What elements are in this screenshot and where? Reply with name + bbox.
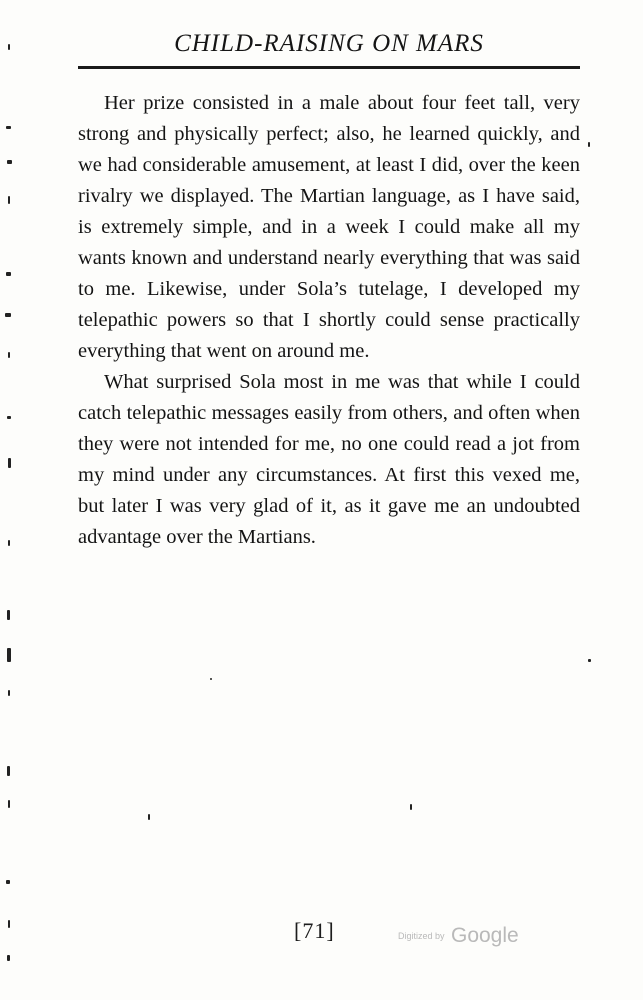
scan-speck	[8, 352, 10, 358]
scan-speck	[8, 690, 10, 696]
scan-speck	[7, 648, 11, 662]
scan-speck	[6, 272, 11, 276]
scan-speck	[148, 814, 150, 820]
scan-speck	[7, 766, 10, 776]
scan-speck	[6, 126, 11, 129]
watermark-prefix: Digitized by	[398, 931, 445, 941]
page-number: [71]	[294, 918, 335, 943]
scan-speck	[7, 610, 10, 620]
scan-speck	[210, 678, 212, 680]
scan-speck	[588, 142, 590, 147]
scan-speck	[7, 416, 11, 419]
scan-speck	[8, 196, 10, 204]
body-text	[78, 88, 580, 553]
scan-speck	[7, 955, 10, 961]
scan-speck	[8, 540, 10, 546]
digitization-watermark	[398, 924, 519, 948]
scan-speck	[8, 458, 11, 468]
scan-speck	[8, 920, 10, 928]
scan-speck	[8, 44, 10, 50]
running-head: CHILD-RAISING ON MARS	[174, 30, 484, 57]
scan-speck	[588, 659, 591, 662]
scan-speck	[7, 160, 12, 164]
paragraph-1: Her prize consisted in a male about four feet tall, very strong and physically perfect; also, he learned quickly, and we had considerable amusement, at least I did, over the keen rivalry we displayed. The Martian language, as I have said, is extremely simple, and in a week I could make all my wants known and understand nearly everything that was said to me. Likewise, under Sola’s tutelage, I developed my telepathic powers so that I shortly could sense practically everything that went on around me.	[78, 92, 580, 362]
header-rule	[78, 66, 580, 69]
paragraph-2: What surprised Sola most in me was that while I could catch telepathic messages easily from others, and often when they were not intended for me, no one could read a jot from my mind under any circumstances. At first this vexed me, but later I was very glad of it, as it gave me an undoubted advantage over the Martians.	[78, 371, 580, 548]
watermark-brand: Google	[450, 924, 519, 947]
scan-speck	[5, 313, 11, 317]
scan-speck	[410, 804, 412, 810]
scan-speck	[6, 880, 10, 884]
scan-speck	[8, 800, 10, 808]
